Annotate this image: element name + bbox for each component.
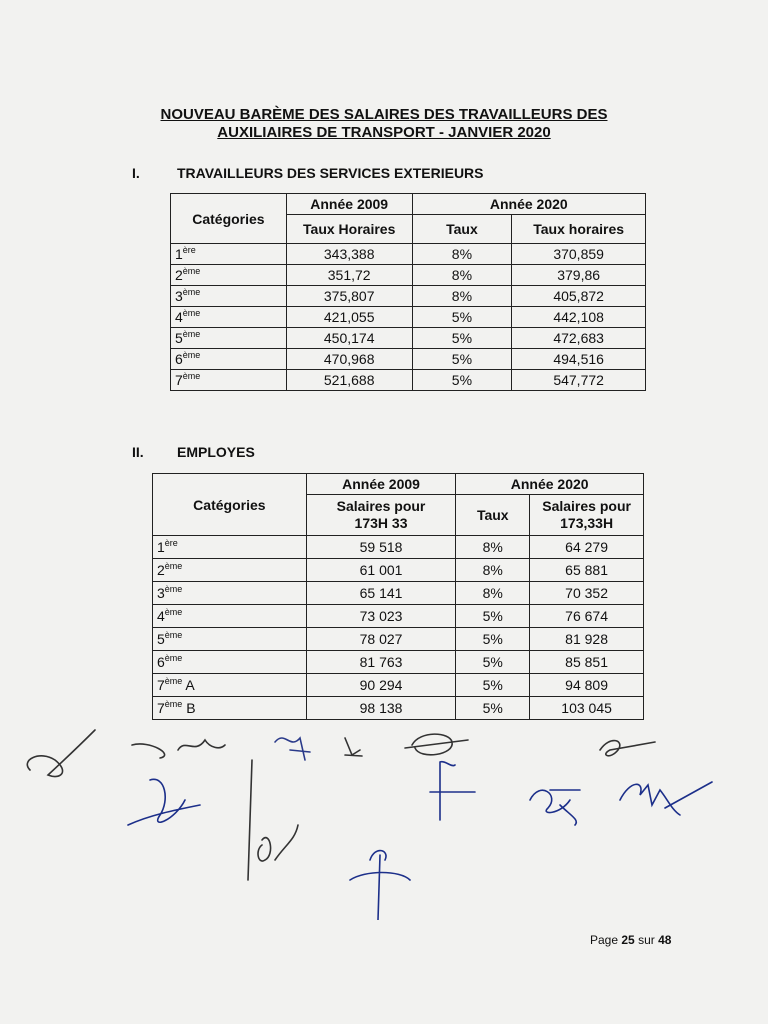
table-row (171, 286, 646, 307)
page-footer (590, 933, 671, 947)
table-row (153, 651, 644, 674)
category-number: 7 (157, 677, 165, 693)
value-2020-cell: 94 809 (530, 674, 644, 697)
page-number: 25 (621, 933, 635, 947)
category-suffix: B (182, 700, 196, 716)
signature-1 (27, 730, 95, 777)
page-sur: sur (638, 933, 655, 947)
table-row (153, 582, 644, 605)
value-2020-cell: 494,516 (512, 349, 646, 370)
value-2009-cell: 470,968 (286, 349, 412, 370)
category-cell (153, 536, 307, 559)
category-ordinal: ème (182, 329, 201, 339)
value-2009-cell: 421,055 (286, 307, 412, 328)
category-cell (153, 674, 307, 697)
category-number: 4 (157, 608, 165, 624)
category-ordinal: ème (164, 607, 183, 617)
category-ordinal: ème (164, 676, 183, 686)
category-ordinal: ème (182, 371, 201, 381)
signature-10 (350, 851, 410, 920)
category-number: 2 (157, 562, 165, 578)
category-cell (153, 651, 307, 674)
value-2009-cell: 343,388 (286, 244, 412, 265)
value-2009-cell: 73 023 (306, 605, 456, 628)
value-2009-cell: 59 518 (306, 536, 456, 559)
taux-cell: 8% (412, 286, 512, 307)
header-salary-2009-line1: Salaires pour (336, 498, 426, 514)
signature-6 (600, 741, 655, 756)
taux-cell: 8% (412, 244, 512, 265)
category-number: 1 (175, 246, 183, 262)
value-2020-cell: 379,86 (512, 265, 646, 286)
signature-7 (430, 762, 475, 820)
header-taux: Taux (412, 215, 512, 244)
taux-cell: 8% (456, 536, 530, 559)
signature-9 (248, 760, 298, 880)
header-rate-2009: Taux Horaires (286, 215, 412, 244)
category-cell (153, 697, 307, 720)
category-ordinal: ème (182, 350, 201, 360)
value-2009-cell: 65 141 (306, 582, 456, 605)
category-cell (153, 628, 307, 651)
header-salary-2020-line1: Salaires pour (542, 498, 631, 514)
table-row (153, 697, 644, 720)
taux-cell: 5% (412, 370, 512, 391)
header-taux: Taux (456, 495, 530, 536)
value-2020-cell: 472,683 (512, 328, 646, 349)
category-ordinal: ème (182, 266, 201, 276)
taux-cell: 8% (456, 582, 530, 605)
section-1-heading (132, 165, 484, 181)
taux-cell: 5% (456, 628, 530, 651)
category-cell (171, 244, 287, 265)
value-2009-cell: 61 001 (306, 559, 456, 582)
table-row (171, 244, 646, 265)
category-number: 5 (157, 631, 165, 647)
value-2009-cell: 521,688 (286, 370, 412, 391)
signature-4 (345, 738, 362, 756)
category-cell (171, 307, 287, 328)
signature-3 (275, 738, 310, 760)
value-2020-cell: 70 352 (530, 582, 644, 605)
category-ordinal: ème (182, 287, 201, 297)
value-2009-cell: 81 763 (306, 651, 456, 674)
section-2-heading (132, 444, 255, 460)
table-row (171, 265, 646, 286)
category-number: 6 (175, 351, 183, 367)
table-row (171, 349, 646, 370)
category-ordinal: ère (164, 538, 178, 548)
header-salary-2009-line2: 173H 33 (354, 515, 408, 531)
taux-cell: 8% (412, 265, 512, 286)
category-cell (171, 370, 287, 391)
value-2009-cell: 450,174 (286, 328, 412, 349)
section-2-title: EMPLOYES (177, 444, 255, 460)
category-number: 2 (175, 267, 183, 283)
taux-cell: 8% (456, 559, 530, 582)
header-categories: Catégories (153, 474, 307, 536)
category-cell (153, 559, 307, 582)
table-row (171, 370, 646, 391)
category-cell (171, 328, 287, 349)
signature-8 (128, 779, 200, 825)
table-row (153, 674, 644, 697)
category-ordinal: ème (164, 653, 183, 663)
value-2020-cell: 85 851 (530, 651, 644, 674)
header-rate-2020: Taux horaires (512, 215, 646, 244)
category-suffix: A (182, 677, 195, 693)
title-line-1: NOUVEAU BARÈME DES SALAIRES DES TRAVAILLEURS DES (160, 106, 608, 123)
document-title (0, 106, 768, 142)
header-salary-2009 (306, 495, 456, 536)
category-cell (171, 286, 287, 307)
signatures-image (0, 720, 768, 920)
taux-cell: 5% (456, 674, 530, 697)
value-2020-cell: 81 928 (530, 628, 644, 651)
category-ordinal: ème (164, 699, 183, 709)
category-ordinal: ère (182, 245, 196, 255)
signature-11 (530, 790, 580, 825)
section-1-title: TRAVAILLEURS DES SERVICES EXTERIEURS (177, 165, 484, 181)
header-salary-2020-line2: 173,33H (560, 515, 614, 531)
value-2020-cell: 547,772 (512, 370, 646, 391)
category-number: 7 (157, 700, 165, 716)
table-row (153, 628, 644, 651)
category-number: 7 (175, 372, 183, 388)
taux-cell: 5% (456, 697, 530, 720)
category-cell (153, 582, 307, 605)
title-line-2: AUXILIAIRES DE TRANSPORT - JANVIER 2020 (217, 124, 551, 141)
table-row (153, 605, 644, 628)
taux-cell: 5% (412, 328, 512, 349)
category-number: 1 (157, 539, 165, 555)
signature-12 (620, 782, 712, 815)
category-number: 4 (175, 309, 183, 325)
taux-cell: 5% (456, 651, 530, 674)
value-2009-cell: 90 294 (306, 674, 456, 697)
value-2020-cell: 370,859 (512, 244, 646, 265)
value-2009-cell: 351,72 (286, 265, 412, 286)
value-2020-cell: 442,108 (512, 307, 646, 328)
header-year-2020: Année 2020 (412, 194, 645, 215)
taux-cell: 5% (412, 307, 512, 328)
value-2020-cell: 65 881 (530, 559, 644, 582)
page-total: 48 (658, 933, 672, 947)
value-2009-cell: 78 027 (306, 628, 456, 651)
category-cell (171, 349, 287, 370)
category-ordinal: ème (164, 584, 183, 594)
header-year-2020: Année 2020 (456, 474, 644, 495)
table-row (171, 307, 646, 328)
salary-table-employes (152, 473, 644, 720)
page-label: Page (590, 933, 619, 947)
category-ordinal: ème (164, 630, 183, 640)
table-row (153, 559, 644, 582)
table-row (153, 536, 644, 559)
value-2020-cell: 76 674 (530, 605, 644, 628)
signature-2 (132, 740, 225, 758)
salary-table-exterior (170, 193, 646, 391)
category-cell (153, 605, 307, 628)
signature-5 (405, 734, 468, 755)
value-2009-cell: 98 138 (306, 697, 456, 720)
header-year-2009: Année 2009 (286, 194, 412, 215)
value-2009-cell: 375,807 (286, 286, 412, 307)
category-ordinal: ème (182, 308, 201, 318)
value-2020-cell: 64 279 (530, 536, 644, 559)
table-row (171, 328, 646, 349)
category-number: 5 (175, 330, 183, 346)
category-ordinal: ème (164, 561, 183, 571)
header-year-2009: Année 2009 (306, 474, 456, 495)
category-number: 3 (175, 288, 183, 304)
header-categories: Catégories (171, 194, 287, 244)
category-number: 3 (157, 585, 165, 601)
section-2-number: II. (132, 444, 144, 460)
section-1-number: I. (132, 165, 140, 181)
category-cell (171, 265, 287, 286)
category-number: 6 (157, 654, 165, 670)
taux-cell: 5% (456, 605, 530, 628)
header-salary-2020 (530, 495, 644, 536)
taux-cell: 5% (412, 349, 512, 370)
value-2020-cell: 103 045 (530, 697, 644, 720)
value-2020-cell: 405,872 (512, 286, 646, 307)
